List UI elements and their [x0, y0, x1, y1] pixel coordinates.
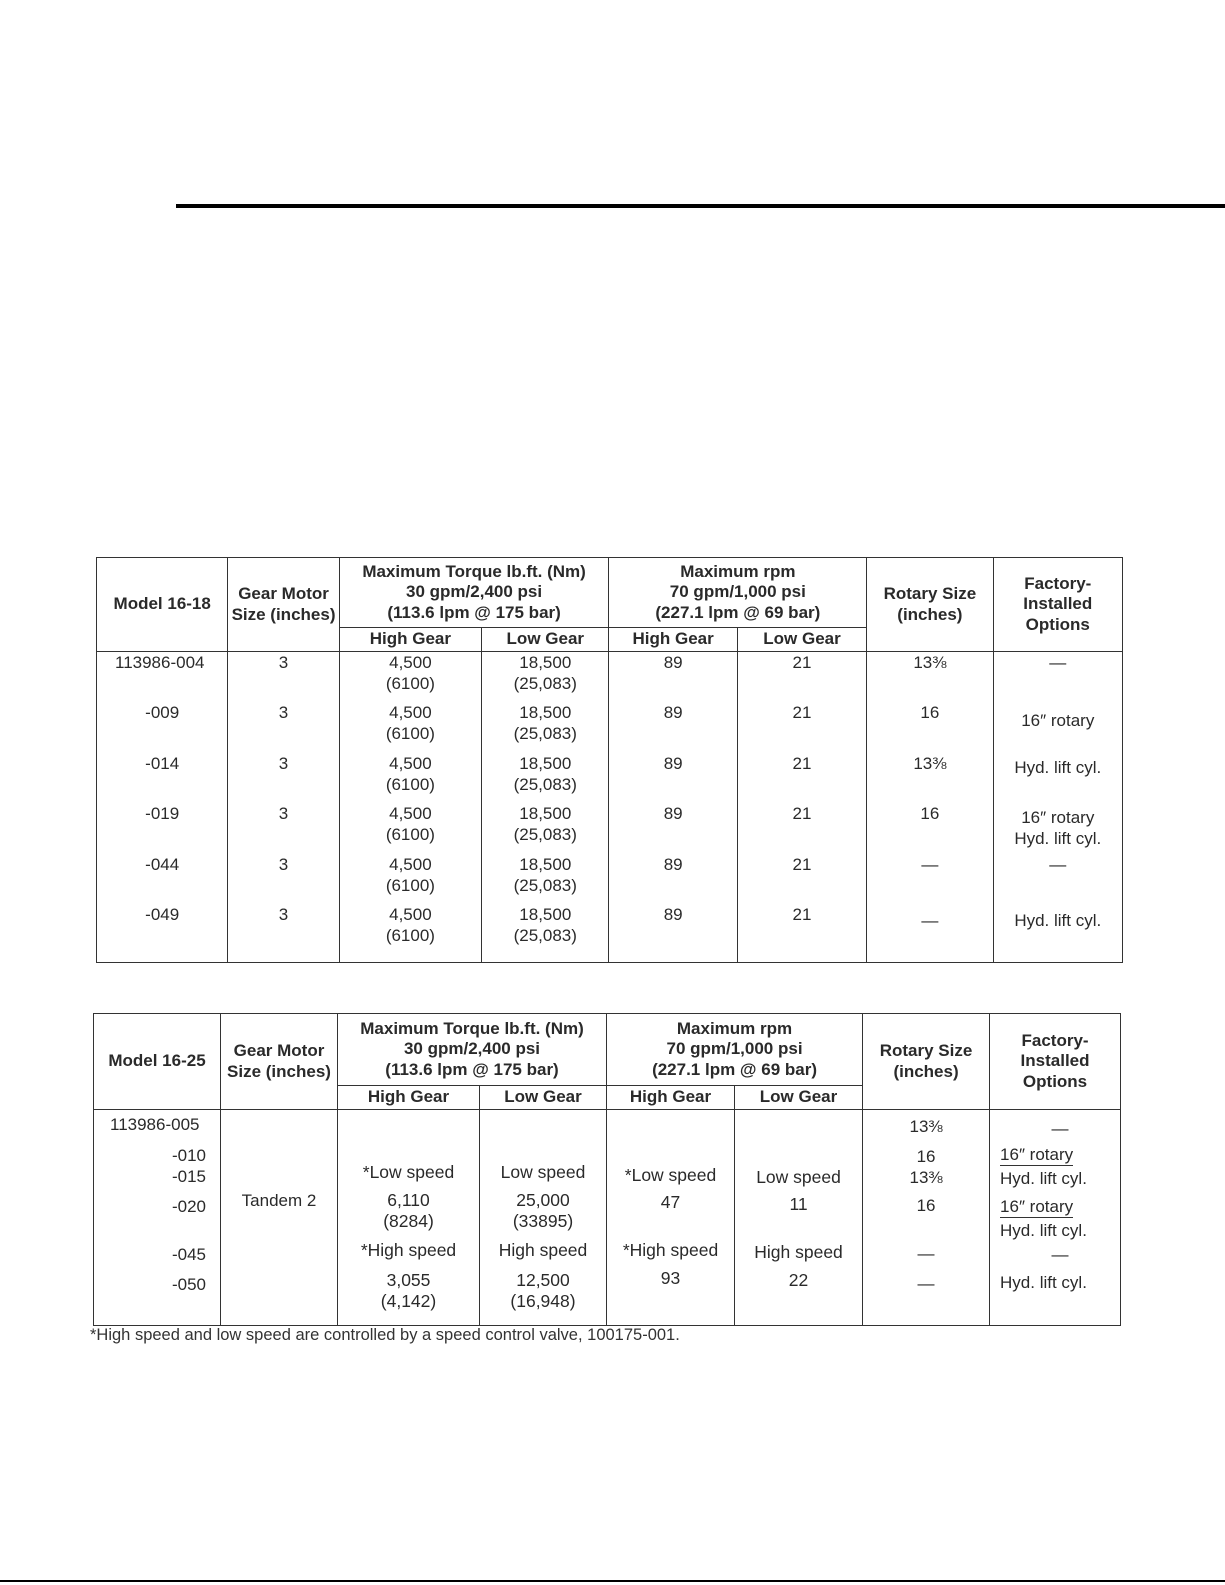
model-number: -010	[171, 1146, 206, 1165]
rotary-size: 13⅜	[867, 753, 993, 804]
model-number: -019	[97, 803, 228, 854]
torque-high: 4,500 (6100)	[339, 652, 481, 703]
options: Hyd. lift cyl.	[993, 904, 1122, 962]
torque-low: 18,500 (25,083)	[482, 652, 609, 703]
rotary-size: 16	[867, 702, 993, 753]
torque-header: Maximum Torque lb.ft. (Nm) 30 gpm/2,400 psi (113.6 lpm @ 175 bar)	[339, 558, 609, 628]
rotary-size: —	[867, 904, 993, 962]
rpm-high-gear-header: High Gear	[609, 628, 737, 652]
rotary-size: —	[867, 854, 993, 905]
torque-high: *Low speed 6,110 (8284) *High speed 3,055 (4,142)	[338, 1110, 480, 1326]
motor-size: 3	[228, 803, 339, 854]
torque-low: 18,500 (25,083)	[482, 702, 609, 753]
options-header: Factory-Installed Options	[993, 558, 1122, 652]
rpm-high: *Low speed 47 *High speed 93	[607, 1110, 735, 1326]
table-row	[97, 753, 1123, 804]
model-number: -045	[171, 1245, 206, 1264]
model-number: -044	[97, 854, 228, 905]
motor-size: Tandem 2	[221, 1110, 338, 1326]
options: 16″ rotary Hyd. lift cyl.	[993, 803, 1122, 854]
rpm-header: Maximum rpm 70 gpm/1,000 psi (227.1 lpm @ 69 bar)	[609, 558, 867, 628]
rpm-high: 89	[609, 854, 737, 905]
table-row	[97, 803, 1123, 854]
model-number: -020	[171, 1197, 206, 1216]
rpm-header: Maximum rpm 70 gpm/1,000 psi (227.1 lpm @ 69 bar)	[607, 1014, 863, 1086]
motor-size: 3	[228, 904, 339, 962]
model-number: 113986-005	[110, 1115, 200, 1134]
torque-low: Low speed 25,000 (33895) High speed 12,500 (16,948)	[480, 1110, 607, 1326]
options: —	[993, 854, 1122, 905]
rpm-low: 21	[737, 652, 866, 703]
torque-high-gear-header: High Gear	[339, 628, 481, 652]
torque-high-gear-header: High Gear	[338, 1086, 480, 1110]
table-row	[97, 854, 1123, 905]
model-number: -009	[97, 702, 228, 753]
rpm-low: 21	[737, 702, 866, 753]
model-list	[94, 1110, 221, 1326]
rotary-size: 13⅜ 16 13⅜ 16 — —	[863, 1110, 990, 1326]
rotary-size: 13⅜	[867, 652, 993, 703]
options-header: Factory-Installed Options	[990, 1014, 1121, 1110]
torque-low: 18,500 (25,083)	[482, 753, 609, 804]
table-row	[97, 652, 1123, 703]
torque-low: 18,500 (25,083)	[482, 904, 609, 962]
motor-size: 3	[228, 753, 339, 804]
torque-high: 4,500 (6100)	[339, 803, 481, 854]
torque-low-gear-header: Low Gear	[480, 1086, 607, 1110]
model-number: -014	[97, 753, 228, 804]
model-number: -049	[97, 904, 228, 962]
options: Hyd. lift cyl.	[993, 753, 1122, 804]
model-header: Model 16-18	[97, 558, 228, 652]
rpm-high: 89	[609, 652, 737, 703]
torque-low: 18,500 (25,083)	[482, 854, 609, 905]
model-number: -050	[171, 1275, 206, 1294]
gear-motor-header: Gear Motor Size (inches)	[221, 1014, 338, 1110]
options: — 16″ rotary Hyd. lift cyl. 16″ rotary Hyd. lift cyl. — Hyd. lift cyl.	[990, 1110, 1121, 1326]
model-header: Model 16-25	[94, 1014, 221, 1110]
torque-header: Maximum Torque lb.ft. (Nm) 30 gpm/2,400 psi (113.6 lpm @ 175 bar)	[338, 1014, 607, 1086]
rpm-low: 21	[737, 753, 866, 804]
torque-high: 4,500 (6100)	[339, 753, 481, 804]
model-number: -015	[171, 1167, 206, 1186]
torque-low: 18,500 (25,083)	[482, 803, 609, 854]
table-row	[97, 904, 1123, 962]
rotary-header: Rotary Size (inches)	[867, 558, 993, 652]
torque-high: 4,500 (6100)	[339, 702, 481, 753]
bottom-rule	[0, 1580, 1225, 1582]
rpm-high-gear-header: High Gear	[607, 1086, 735, 1110]
rpm-high: 89	[609, 702, 737, 753]
rpm-low: Low speed 11 High speed 22	[735, 1110, 863, 1326]
rpm-high: 89	[609, 904, 737, 962]
options: 16″ rotary	[993, 702, 1122, 753]
top-rule	[176, 204, 1225, 208]
rpm-low: 21	[737, 803, 866, 854]
model-number: 113986-004	[97, 652, 228, 703]
options: —	[993, 652, 1122, 703]
footnote: *High speed and low speed are controlled by a speed control valve, 100175-001.	[90, 1326, 680, 1344]
table-row	[94, 1110, 1121, 1326]
torque-high: 4,500 (6100)	[339, 854, 481, 905]
model-16-25-spec-table	[93, 1013, 1121, 1326]
rpm-low-gear-header: Low Gear	[737, 628, 866, 652]
rotary-size: 16	[867, 803, 993, 854]
rpm-low-gear-header: Low Gear	[735, 1086, 863, 1110]
torque-low-gear-header: Low Gear	[482, 628, 609, 652]
motor-size: 3	[228, 702, 339, 753]
rpm-high: 89	[609, 753, 737, 804]
model-16-18-spec-table	[96, 557, 1123, 963]
torque-high: 4,500 (6100)	[339, 904, 481, 962]
rpm-low: 21	[737, 904, 866, 962]
rotary-header: Rotary Size (inches)	[863, 1014, 990, 1110]
motor-size: 3	[228, 652, 339, 703]
motor-size: 3	[228, 854, 339, 905]
gear-motor-header: Gear Motor Size (inches)	[228, 558, 339, 652]
table-row	[97, 702, 1123, 753]
rpm-low: 21	[737, 854, 866, 905]
rpm-high: 89	[609, 803, 737, 854]
